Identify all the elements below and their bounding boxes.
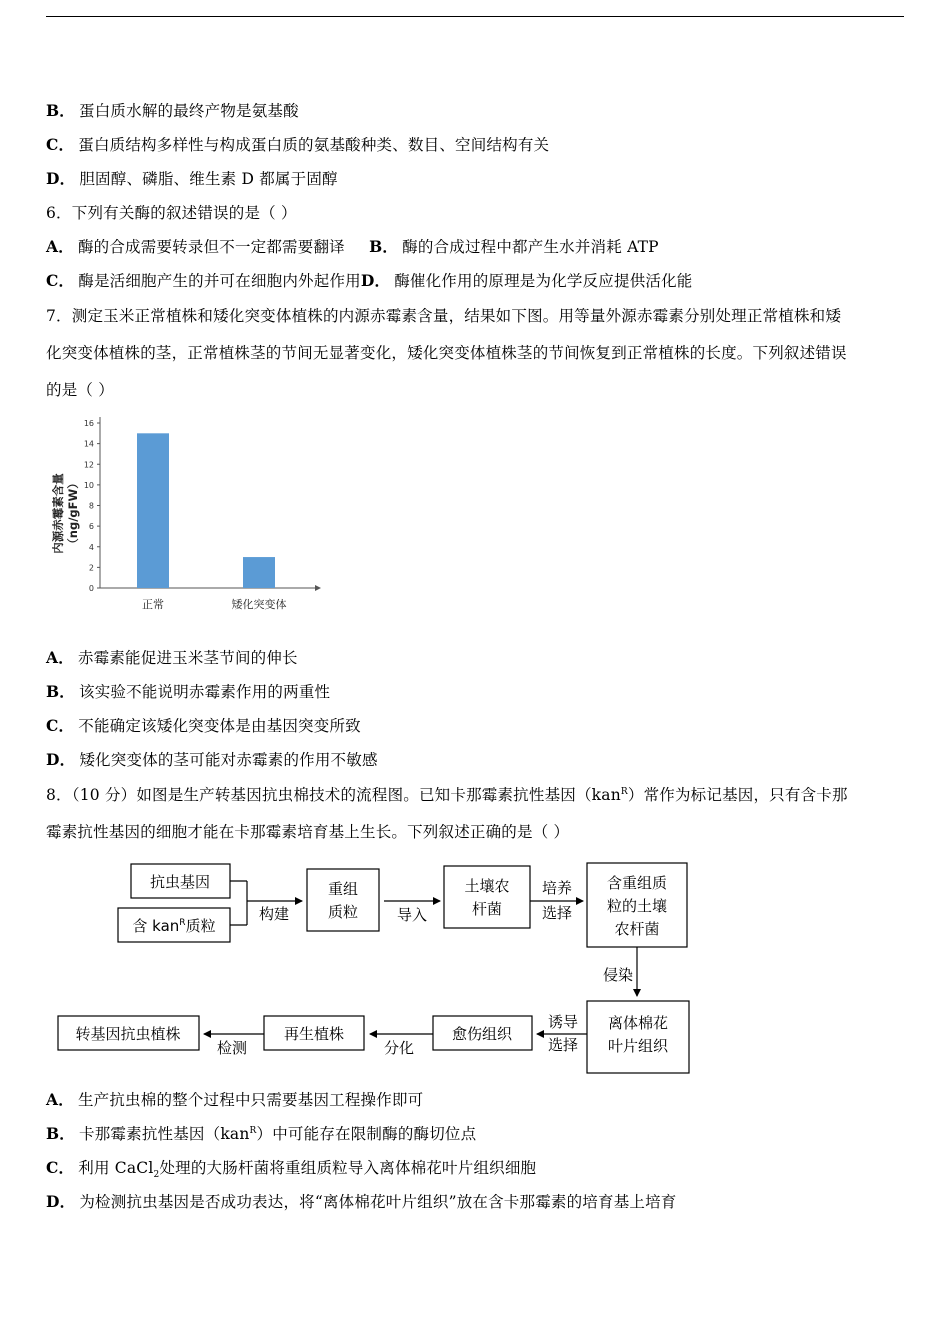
y-tick-label: 14 [83, 439, 94, 449]
y-tick-label: 6 [88, 522, 94, 532]
q7-stem-line3: 的是（ ） [46, 381, 114, 399]
q8-option-d: D． 为检测抗虫基因是否成功表达，将“离体棉花叶片组织”放在含卡那霉素的培育基上培育 [46, 1192, 677, 1211]
q6-options-row2: C． 酶是活细胞产生的并可在细胞内外起作用D． 酶催化作用的原理是为化学反应提供活化能 [46, 271, 693, 290]
x-category-label: 正常 [142, 598, 164, 611]
label-differentiate: 分化 [383, 1039, 415, 1057]
y-tick-label: 4 [88, 542, 94, 552]
y-tick-label: 2 [88, 563, 94, 573]
box-agro2-label-3: 农杆菌 [614, 920, 660, 938]
q8-option-c: C． 利用 CaCl$_2$处理的大肠杆菌将重组质粒导入离体棉花叶片组织细胞 [46, 1158, 537, 1181]
q7-option-a: A． 赤霉素能促进玉米茎节间的伸长 [46, 648, 298, 667]
q5-option-b: B． 蛋白质水解的最终产物是氨基酸 [46, 101, 299, 120]
flow-diagram [0, 850, 950, 1090]
box-agrobacterium-label-2: 杆菌 [471, 900, 503, 918]
q5-option-c: C． 蛋白质结构多样性与构成蛋白质的氨基酸种类、数目、空间结构有关 [46, 135, 550, 154]
q8-option-a: A． 生产抗虫棉的整个过程中只需要基因工程操作即可 [46, 1090, 424, 1109]
gibberellin-bar-chart [40, 410, 330, 620]
box-recombinant-plasmid-label-2: 质粒 [327, 903, 359, 921]
box-transgenic-label: 转基因抗虫植株 [75, 1025, 181, 1043]
x-category-label: 矮化突变体 [231, 598, 287, 611]
q7-stem-line1: 7．测定玉米正常植株和矮化突变体植株的内源赤霉素含量，结果如下图。用等量外源赤霉素分别处理正常植株和矮 [46, 307, 842, 325]
y-axis-label-line2: （ng/gFW） [66, 477, 80, 550]
label-detect: 检测 [216, 1039, 248, 1057]
q7-option-c: C． 不能确定该矮化突变体是由基因突变所致 [46, 716, 361, 735]
box-recombinant-plasmid-label-1: 重组 [327, 880, 359, 898]
x-axis-arrow [315, 585, 321, 591]
q6-options-row1: A． 酶的合成需要转录但不一定都需要翻译 B． 酶的合成过程中都产生水并消耗 ATP [46, 237, 659, 256]
box-agrobacterium-label-1: 土壤农 [464, 877, 510, 895]
box-recombinant-plasmid [307, 869, 379, 931]
label-culture: 培养 [541, 879, 573, 897]
label-select: 选择 [541, 904, 573, 922]
box-regen-label: 再生植株 [283, 1025, 345, 1043]
header-rule [46, 16, 904, 17]
q7-stem-line2: 化突变体植株的茎，正常植株茎的节间无显著变化，矮化突变体植株茎的节间恢复到正常植株的长度。下列叙述错误 [46, 344, 847, 362]
box-agrobacterium [444, 866, 530, 928]
label-induce: 诱导 [547, 1013, 579, 1031]
y-tick-label: 0 [88, 584, 94, 593]
q8-option-b: B． 卡那霉素抗性基因（kan$^R$）中可能存在限制酶的酶切位点 [46, 1124, 477, 1143]
y-tick-label: 8 [88, 501, 94, 511]
label-select-2: 选择 [547, 1036, 579, 1054]
y-tick-label: 16 [83, 419, 94, 428]
label-construct: 构建 [258, 905, 290, 923]
box-leaf-label-2: 叶片组织 [607, 1037, 669, 1055]
y-axis-label-line1: 内源赤霉素含量 [51, 473, 65, 554]
box-insect-resistance-gene-label: 抗虫基因 [149, 873, 211, 891]
label-infect: 侵染 [602, 966, 634, 984]
bar-normal [137, 433, 169, 588]
bar-dwarf-mutant [243, 557, 275, 588]
box-callus-label: 愈伤组织 [451, 1025, 513, 1043]
y-tick-label: 12 [83, 460, 94, 470]
q7-option-b: B． 该实验不能说明赤霉素作用的两重性 [46, 682, 331, 701]
label-import: 导入 [396, 906, 428, 924]
box-kan-plasmid-label: 含 kan$^R$质粒 [132, 917, 216, 935]
box-agro2-label-2: 粒的土壤 [606, 897, 668, 915]
q6-stem: 6．下列有关酶的叙述错误的是（ ） [46, 204, 297, 222]
q8-stem-line1: 8．（10 分）如图是生产转基因抗虫棉技术的流程图。已知卡那霉素抗性基因（kan$^R$）常作为标记基因，只有含卡那 [46, 786, 848, 804]
q5-option-d: D． 胆固醇、磷脂、维生素 D 都属于固醇 [46, 169, 338, 188]
y-tick-label: 10 [83, 480, 94, 490]
q8-stem-line2: 霉素抗性基因的细胞才能在卡那霉素培育基上生长。下列叙述正确的是（ ） [46, 823, 570, 841]
box-leaf-label-1: 离体棉花 [607, 1014, 669, 1032]
q7-option-d: D． 矮化突变体的茎可能对赤霉素的作用不敏感 [46, 750, 378, 769]
box-agro2-label-1: 含重组质 [606, 874, 668, 892]
